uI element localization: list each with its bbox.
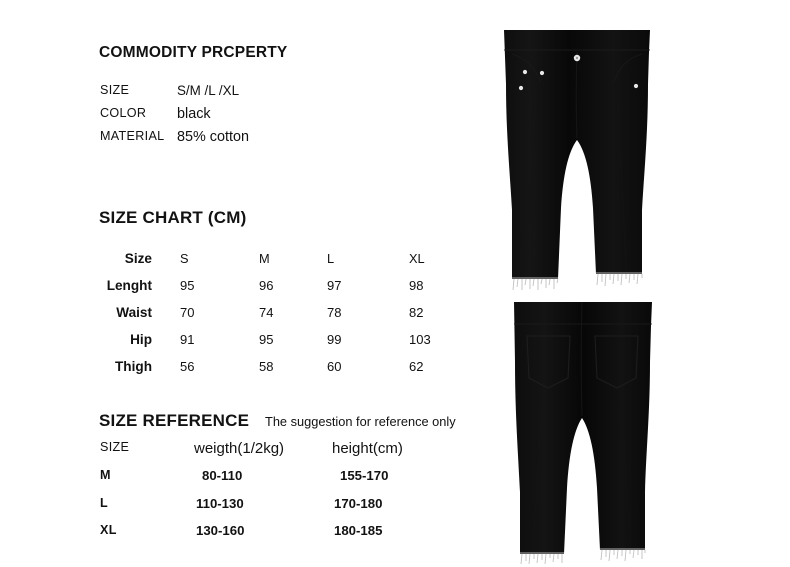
table-cell: 70 <box>180 305 195 320</box>
column-header-height: height(cm) <box>332 440 403 457</box>
black-jeans-front-view-image <box>492 24 662 290</box>
table-cell: 62 <box>409 359 424 374</box>
table-row-header <box>0 251 460 278</box>
table-cell: 110-130 <box>196 495 244 511</box>
table-cell: 95 <box>180 278 195 293</box>
size-chart-row-label: Thigh <box>115 359 152 374</box>
table-cell: 58 <box>259 359 274 374</box>
table-cell: 96 <box>259 278 274 293</box>
column-header-size: SIZE <box>100 440 130 454</box>
table-cell: 180-185 <box>334 523 383 539</box>
column-header-l: L <box>327 251 335 266</box>
rivet-icon <box>523 70 527 74</box>
size-chart-heading: SIZE CHART (CM) <box>99 208 247 227</box>
frayed-hem-left <box>521 554 562 564</box>
size-reference-row-label: XL <box>100 523 117 538</box>
table-row <box>0 468 460 496</box>
property-value: 85% cotton <box>177 129 250 145</box>
size-reference-note: The suggestion for reference only <box>265 414 456 429</box>
property-value: black <box>177 106 211 122</box>
table-row <box>0 332 460 359</box>
table-cell: 155-170 <box>340 467 389 483</box>
property-label: MATERIAL <box>100 129 165 143</box>
table-cell: 82 <box>409 305 424 320</box>
table-cell: 80-110 <box>202 467 243 483</box>
property-row-material <box>0 129 480 149</box>
property-value: S/M /L /XL <box>177 83 240 98</box>
size-reference-table <box>0 440 460 551</box>
frayed-hem-right <box>601 550 645 561</box>
column-header-xl: XL <box>409 251 425 266</box>
table-cell: 130-160 <box>196 523 245 539</box>
column-header-m: M <box>259 251 270 266</box>
black-jeans-back-view-image <box>500 296 665 564</box>
table-cell: 60 <box>327 359 342 374</box>
rivet-icon <box>519 86 523 90</box>
table-row <box>0 359 460 386</box>
table-cell: 97 <box>327 278 342 293</box>
property-label: COLOR <box>100 106 147 120</box>
product-gallery <box>480 0 790 567</box>
column-header-weight: weigth(1/2kg) <box>194 440 285 457</box>
table-cell: 95 <box>259 332 274 347</box>
size-reference-row-label: L <box>100 495 108 510</box>
property-row-color <box>0 106 480 126</box>
size-chart-row-label: Waist <box>116 305 152 320</box>
table-cell: 78 <box>327 305 342 320</box>
table-cell: 56 <box>180 359 195 374</box>
size-chart-row-label: Lenght <box>106 278 152 293</box>
table-cell: 91 <box>180 332 195 347</box>
table-cell: 170-180 <box>334 495 383 511</box>
table-cell: 103 <box>409 332 431 347</box>
size-chart-table <box>0 251 460 386</box>
table-row <box>0 523 460 551</box>
rivet-icon <box>540 71 544 75</box>
table-row-header <box>0 440 460 468</box>
table-row <box>0 496 460 524</box>
table-row <box>0 278 460 305</box>
property-row-size <box>0 83 480 103</box>
commodity-property-heading: COMMODITY PRCPERTY <box>99 44 288 61</box>
property-label: SIZE <box>100 83 130 97</box>
frayed-hem-right <box>597 274 642 286</box>
size-chart-row-label: Hip <box>130 332 152 347</box>
column-header-s: S <box>180 251 189 266</box>
rivet-icon <box>634 84 638 88</box>
frayed-hem-left <box>513 279 558 290</box>
table-cell: 74 <box>259 305 274 320</box>
size-reference-row-label: M <box>100 467 111 482</box>
size-chart-row-label: Size <box>124 251 152 266</box>
size-reference-heading: SIZE REFERENCE <box>99 411 250 430</box>
table-cell: 99 <box>327 332 342 347</box>
table-cell: 98 <box>409 278 424 293</box>
table-row <box>0 305 460 332</box>
